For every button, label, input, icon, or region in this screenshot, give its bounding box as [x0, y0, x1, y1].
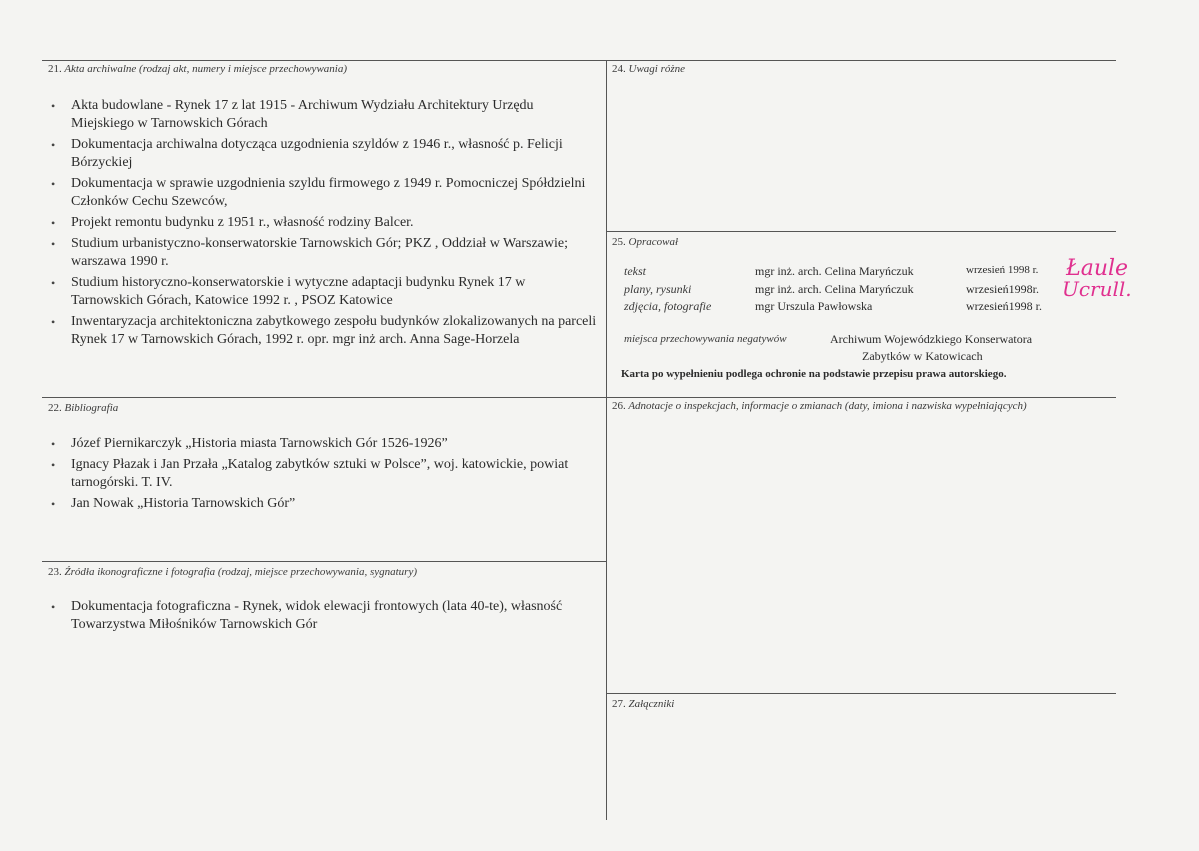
- signature-mark: Ucrull.: [1062, 277, 1132, 301]
- negatives-storage-line1: Archiwum Wojewódzkiego Konserwatora: [830, 332, 1033, 346]
- section-24-title: Uwagi różne: [628, 63, 686, 75]
- section-24-number: 24.: [612, 63, 626, 75]
- section-23-heading: [48, 566, 417, 578]
- center-divider-line: [606, 60, 607, 820]
- list-item: • Ignacy Płazak i Jan Przała „Katalog zabytków sztuki w Polsce”, woj. katowickie, powiat tarnogórski. T. IV.: [51, 457, 569, 490]
- bullet-icon: •: [51, 497, 56, 511]
- list-item: • Jan Nowak „Historia Tarnowskich Gór”: [51, 496, 296, 511]
- section-27-number: 27.: [612, 698, 626, 710]
- section-25-title: Opracował: [628, 236, 678, 248]
- list-item: • Dokumentacja archiwalna dotycząca uzgodnienia szyldów z 1946 r., własność p. Felicji Bórzyckiej: [51, 137, 563, 170]
- prepared-date: wrzesień1998 r.: [966, 299, 1042, 313]
- section-23-title: Źródła ikonograficzne i fotografia (rodzaj, miejsce przechowywania, sygnatury): [64, 566, 417, 578]
- list-item: • Józef Piernikarczyk „Historia miasta Tarnowskich Gór 1526-1926”: [51, 436, 448, 451]
- list-item: • Dokumentacja w sprawie uzgodnienia szyldu firmowego z 1949 r. Pomocniczej Spółdzielni Członków Cechu Szewców,: [51, 176, 586, 209]
- list-item: • Studium urbanistyczno-konserwatorskie Tarnowskich Gór; PKZ , Oddział w Warszawie; warszawa 1990 r.: [51, 236, 568, 269]
- prepared-role: zdjęcia, fotografie: [624, 299, 712, 313]
- divider-22-23: [42, 561, 606, 562]
- divider-25-26: [606, 397, 1116, 398]
- section-25-number: 25.: [612, 236, 626, 248]
- section-21-number: 21.: [48, 63, 62, 75]
- divider-21-22: [42, 397, 606, 398]
- signature-mark: Łaule: [1066, 256, 1129, 281]
- section-26-heading: [612, 400, 1027, 412]
- list-item: • Akta budowlane - Rynek 17 z lat 1915 - Archiwum Wydziału Architektury Urzędu Miejskiego w Tarnowskich Górach: [51, 98, 534, 131]
- negatives-storage-line2: Zabytków w Katowicach: [862, 349, 983, 363]
- section-24-heading: [612, 63, 685, 75]
- bullet-icon: •: [51, 237, 56, 251]
- prepared-name: mgr Urszula Pawłowska: [755, 299, 873, 313]
- top-border-line: [42, 60, 1116, 61]
- divider-24-25: [606, 231, 1116, 232]
- section-21-list: [46, 97, 598, 352]
- prepared-name: mgr inż. arch. Celina Maryńczuk: [755, 282, 914, 296]
- section-22-list: [46, 435, 598, 516]
- section-22-title: Bibliografia: [64, 402, 119, 414]
- bullet-icon: •: [51, 276, 56, 290]
- prepared-role: plany, rysunki: [624, 282, 692, 296]
- bullet-icon: •: [51, 177, 56, 191]
- list-item: • Inwentaryzacja architektoniczna zabytkowego zespołu budynków zlokalizowanych na parceli Rynek 17 w Tarnowskich Górach, 1992 r. opr. mgr inż arch. Anna Sage-Horzela: [51, 314, 597, 347]
- bullet-icon: •: [51, 600, 56, 614]
- list-item: • Studium historyczno-konserwatorskie i wytyczne adaptacji budynku Rynek 17 w Tarnowskich Górach, Katowice 1992 r. , PSOZ Katowice: [51, 275, 526, 308]
- section-26-title: Adnotacje o inspekcjach, informacje o zmianach (daty, imiona i nazwiska wypełniających): [628, 400, 1027, 412]
- list-item: • Dokumentacja fotograficzna - Rynek, widok elewacji frontowych (lata 40-te), własność Towarzystwa Miłośników Tarnowskich Gór: [51, 599, 563, 632]
- section-27-heading: [612, 698, 674, 710]
- bullet-icon: •: [51, 458, 56, 472]
- section-23-number: 23.: [48, 566, 62, 578]
- section-22-heading: [48, 402, 118, 414]
- section-21-heading: [48, 63, 347, 75]
- section-21-title: Akta archiwalne (rodzaj akt, numery i miejsce przechowywania): [64, 63, 347, 75]
- copyright-note: Karta po wypełnieniu podlega ochronie na podstawie przepisu prawa autorskiego.: [621, 368, 1007, 380]
- prepared-date: wrzesień 1998 r.: [966, 264, 1039, 276]
- bullet-icon: •: [51, 216, 56, 230]
- prepared-date: wrzesień1998r.: [966, 282, 1039, 296]
- section-23-list: [46, 598, 598, 637]
- section-27-title: Załączniki: [628, 698, 675, 710]
- section-25-heading: [612, 236, 678, 248]
- prepared-name: mgr inż. arch. Celina Maryńczuk: [755, 264, 914, 278]
- bullet-icon: •: [51, 99, 56, 113]
- section-22-number: 22.: [48, 402, 62, 414]
- bullet-icon: •: [51, 315, 56, 329]
- bullet-icon: •: [51, 437, 56, 451]
- divider-26-27: [606, 693, 1116, 694]
- list-item: • Projekt remontu budynku z 1951 r., własność rodziny Balcer.: [51, 215, 414, 230]
- negatives-storage-label: miejsca przechowywania negatywów: [624, 333, 787, 345]
- prepared-role: tekst: [624, 264, 646, 278]
- section-26-number: 26.: [612, 400, 626, 412]
- bullet-icon: •: [51, 138, 56, 152]
